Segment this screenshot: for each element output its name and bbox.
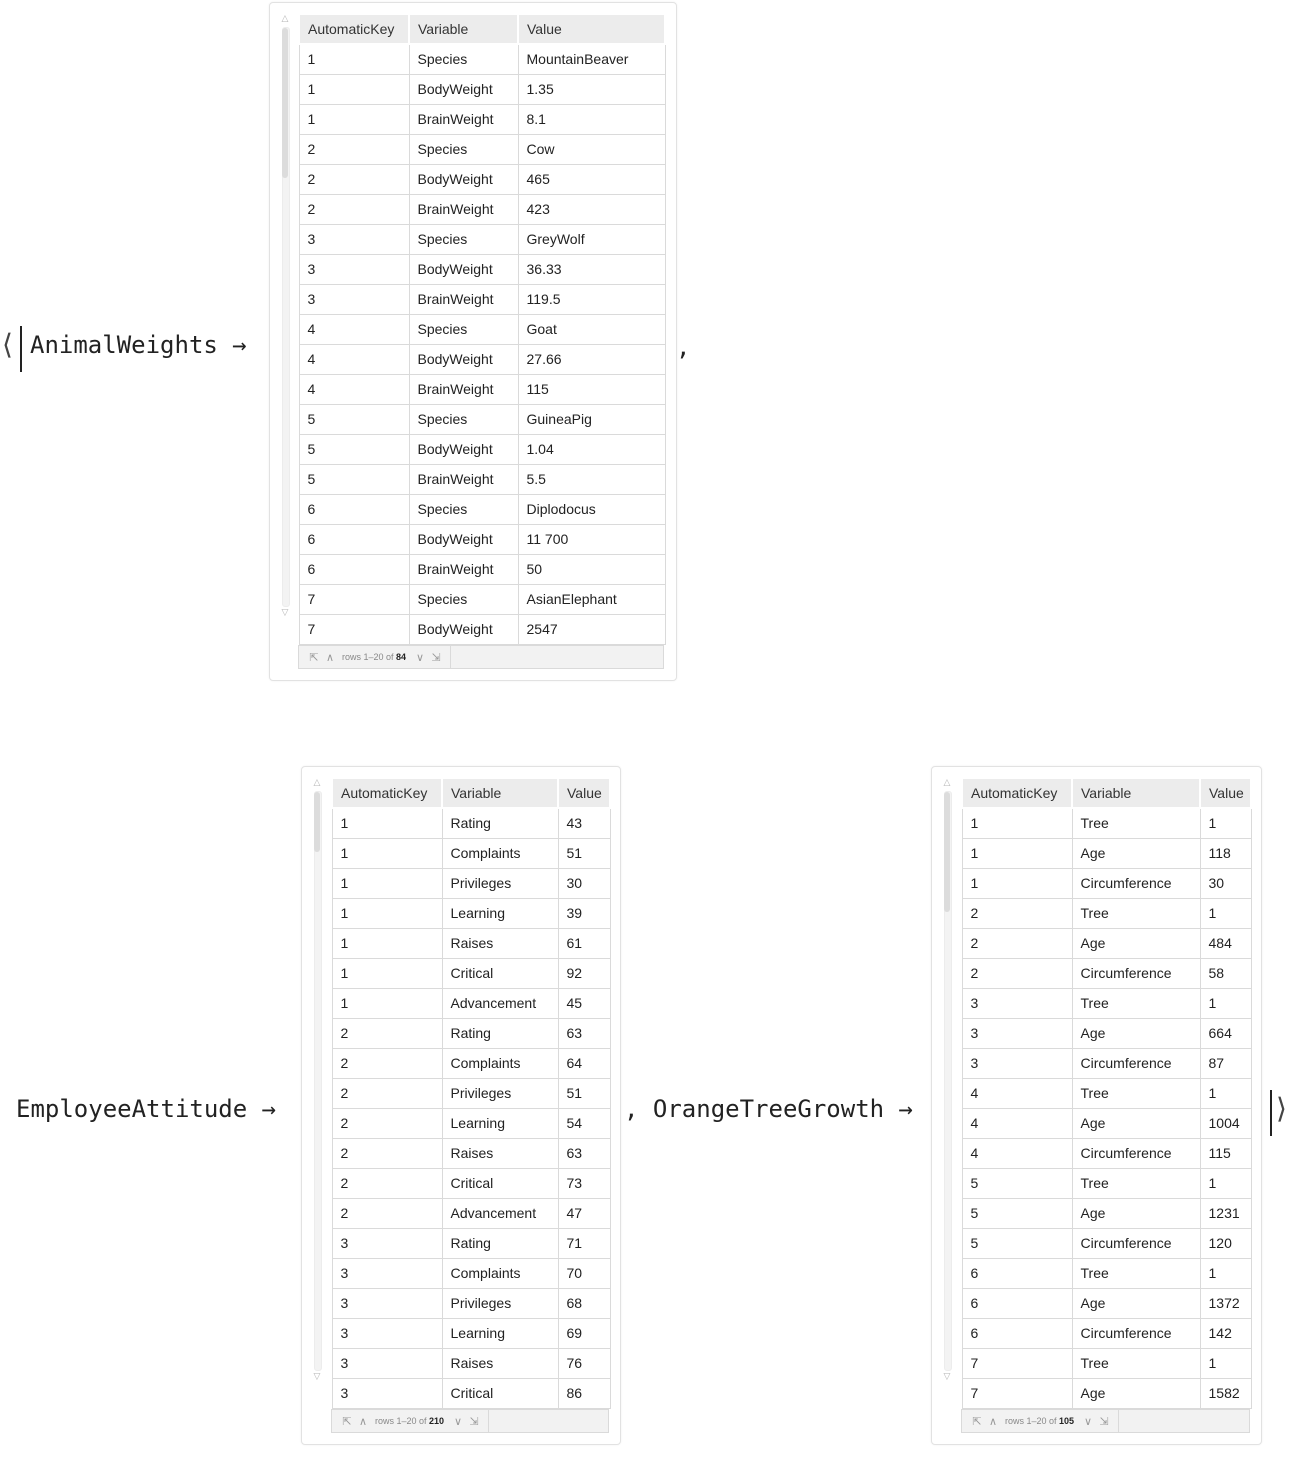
table-cell: 3 bbox=[962, 1048, 1072, 1078]
table-cell: 5.5 bbox=[518, 464, 665, 494]
table-cell: Tree bbox=[1072, 898, 1200, 928]
scroll-up-icon[interactable]: △ bbox=[313, 777, 321, 787]
table-cell: Critical bbox=[442, 958, 558, 988]
column-header[interactable]: Value bbox=[518, 14, 665, 44]
rule-arrow: → bbox=[898, 1095, 913, 1123]
table-row bbox=[299, 74, 665, 104]
table-cell: 1 bbox=[1200, 1078, 1251, 1108]
table-cell: 6 bbox=[962, 1258, 1072, 1288]
table-cell: 115 bbox=[1200, 1138, 1251, 1168]
table-cell: Tree bbox=[1072, 1348, 1200, 1378]
first-page-icon[interactable]: ⇱ bbox=[972, 1415, 982, 1428]
table-cell: 484 bbox=[1200, 928, 1251, 958]
table-cell: BodyWeight bbox=[409, 74, 518, 104]
table-cell: 3 bbox=[332, 1348, 442, 1378]
first-page-icon[interactable]: ⇱ bbox=[342, 1415, 352, 1428]
table-cell: 7 bbox=[299, 584, 409, 614]
table-row bbox=[299, 374, 665, 404]
table-cell: 1 bbox=[299, 104, 409, 134]
column-header[interactable]: Value bbox=[558, 778, 610, 808]
column-header[interactable]: Variable bbox=[1072, 778, 1200, 808]
column-header[interactable]: Variable bbox=[409, 14, 518, 44]
table-cell: Age bbox=[1072, 838, 1200, 868]
table-row bbox=[332, 1168, 610, 1198]
table-cell: Complaints bbox=[442, 1258, 558, 1288]
scroll-up-icon[interactable]: △ bbox=[943, 777, 951, 787]
dataset-panel-animal-weights bbox=[269, 2, 677, 681]
table-cell: MountainBeaver bbox=[518, 44, 665, 74]
table-cell: Species bbox=[409, 134, 518, 164]
table-row bbox=[332, 1318, 610, 1348]
table-cell: Tree bbox=[1072, 808, 1200, 838]
dataset-panel-employee-attitude bbox=[301, 766, 621, 1445]
table-cell: 5 bbox=[299, 434, 409, 464]
table-cell: Age bbox=[1072, 1108, 1200, 1138]
table-cell: Circumference bbox=[1072, 1138, 1200, 1168]
table-cell: 119.5 bbox=[518, 284, 665, 314]
table-row bbox=[962, 868, 1251, 898]
column-header[interactable]: Value bbox=[1200, 778, 1251, 808]
rule-arrow: → bbox=[232, 331, 247, 359]
table-row bbox=[332, 1108, 610, 1138]
table-row bbox=[299, 464, 665, 494]
table-row bbox=[962, 1078, 1251, 1108]
table-cell: 5 bbox=[962, 1198, 1072, 1228]
table-cell: 1004 bbox=[1200, 1108, 1251, 1138]
scroll-up-icon[interactable]: △ bbox=[281, 13, 289, 23]
table-cell: 1 bbox=[332, 808, 442, 838]
table-cell: 3 bbox=[332, 1318, 442, 1348]
table-cell: Tree bbox=[1072, 988, 1200, 1018]
table-cell: Learning bbox=[442, 898, 558, 928]
next-page-icon[interactable]: ∨ bbox=[1084, 1415, 1093, 1428]
table-row bbox=[299, 344, 665, 374]
table-cell: 2 bbox=[332, 1108, 442, 1138]
table-cell: Circumference bbox=[1072, 958, 1200, 988]
previous-page-icon[interactable]: ∧ bbox=[358, 1415, 368, 1428]
table-cell: 1 bbox=[332, 958, 442, 988]
table-cell: 30 bbox=[558, 868, 610, 898]
table-cell: Diplodocus bbox=[518, 494, 665, 524]
table-cell: 1582 bbox=[1200, 1378, 1251, 1408]
table-row bbox=[299, 584, 665, 614]
table-cell: 54 bbox=[558, 1108, 610, 1138]
next-page-icon[interactable]: ∨ bbox=[454, 1415, 463, 1428]
table-row bbox=[299, 524, 665, 554]
table-cell: 1 bbox=[1200, 1348, 1251, 1378]
table-row bbox=[962, 1318, 1251, 1348]
table-cell: 2 bbox=[332, 1078, 442, 1108]
table-cell: 51 bbox=[558, 1078, 610, 1108]
table-cell: Complaints bbox=[442, 1048, 558, 1078]
table-cell: 61 bbox=[558, 928, 610, 958]
table-cell: 1 bbox=[1200, 1258, 1251, 1288]
table-cell: 30 bbox=[1200, 868, 1251, 898]
table-cell: Age bbox=[1072, 1018, 1200, 1048]
table-cell: 2 bbox=[332, 1138, 442, 1168]
table-cell: 1231 bbox=[1200, 1198, 1251, 1228]
table-cell: 3 bbox=[962, 1018, 1072, 1048]
table-header-row bbox=[299, 14, 665, 44]
table-cell: Rating bbox=[442, 808, 558, 838]
table-cell: 2547 bbox=[518, 614, 665, 644]
table-cell: 2 bbox=[299, 164, 409, 194]
table-cell: 2 bbox=[299, 194, 409, 224]
table-cell: 3 bbox=[332, 1228, 442, 1258]
table-cell: 1 bbox=[332, 928, 442, 958]
scroll-thumb[interactable] bbox=[314, 792, 320, 852]
table-cell: 664 bbox=[1200, 1018, 1251, 1048]
table-cell: AsianElephant bbox=[518, 584, 665, 614]
table-cell: 2 bbox=[332, 1198, 442, 1228]
table-cell: 1 bbox=[962, 838, 1072, 868]
table-cell: Age bbox=[1072, 1288, 1200, 1318]
table-cell: 1 bbox=[299, 74, 409, 104]
table-cell: 3 bbox=[962, 988, 1072, 1018]
table-cell: 45 bbox=[558, 988, 610, 1018]
table-cell: 115 bbox=[518, 374, 665, 404]
table-cell: 5 bbox=[299, 464, 409, 494]
scroll-thumb[interactable] bbox=[944, 792, 950, 912]
table-cell: 86 bbox=[558, 1378, 610, 1408]
association-open-bracket: ⟨ bbox=[2, 328, 13, 361]
table-cell: 1 bbox=[1200, 898, 1251, 928]
scroll-thumb[interactable] bbox=[282, 28, 288, 178]
table-pager bbox=[961, 1409, 1250, 1433]
table-cell: 2 bbox=[332, 1048, 442, 1078]
table-cell: BodyWeight bbox=[409, 524, 518, 554]
table-row bbox=[962, 1348, 1251, 1378]
table-cell: 2 bbox=[332, 1168, 442, 1198]
table-cell: Privileges bbox=[442, 1078, 558, 1108]
table-cell: 3 bbox=[332, 1258, 442, 1288]
scroll-down-icon[interactable]: ▽ bbox=[313, 1371, 321, 1381]
table-cell: 1 bbox=[962, 868, 1072, 898]
table-row bbox=[962, 1378, 1251, 1408]
table-cell: Circumference bbox=[1072, 868, 1200, 898]
table-cell: Advancement bbox=[442, 1198, 558, 1228]
table-cell: 87 bbox=[1200, 1048, 1251, 1078]
table-row bbox=[299, 284, 665, 314]
table-cell: 2 bbox=[332, 1018, 442, 1048]
table-row bbox=[332, 1228, 610, 1258]
last-page-icon[interactable]: ⇲ bbox=[431, 651, 441, 664]
table-cell: Circumference bbox=[1072, 1228, 1200, 1258]
table-cell: Rating bbox=[442, 1228, 558, 1258]
table-cell: 70 bbox=[558, 1258, 610, 1288]
table-row bbox=[332, 1018, 610, 1048]
table-row bbox=[332, 1138, 610, 1168]
data-table bbox=[961, 777, 1252, 1409]
previous-page-icon[interactable]: ∧ bbox=[325, 651, 335, 664]
table-cell: BrainWeight bbox=[409, 284, 518, 314]
table-cell: 3 bbox=[299, 284, 409, 314]
table-cell: 51 bbox=[558, 838, 610, 868]
dataset-panel-orange-tree-growth bbox=[931, 766, 1262, 1445]
table-cell: 6 bbox=[962, 1288, 1072, 1318]
table-row bbox=[299, 164, 665, 194]
key-animal-weights: AnimalWeights → bbox=[30, 331, 247, 359]
table-cell: 64 bbox=[558, 1048, 610, 1078]
table-cell: 7 bbox=[962, 1348, 1072, 1378]
table-cell: Species bbox=[409, 314, 518, 344]
rule-arrow: → bbox=[261, 1095, 277, 1123]
table-cell: 92 bbox=[558, 958, 610, 988]
table-cell: Tree bbox=[1072, 1078, 1200, 1108]
table-cell: 3 bbox=[332, 1378, 442, 1408]
table-cell: 3 bbox=[332, 1288, 442, 1318]
table-cell: 6 bbox=[299, 554, 409, 584]
table-row bbox=[962, 1198, 1251, 1228]
table-cell: Raises bbox=[442, 928, 558, 958]
table-row bbox=[332, 1258, 610, 1288]
table-cell: 1 bbox=[299, 44, 409, 74]
table-cell: GreyWolf bbox=[518, 224, 665, 254]
pager-info: rows 1–20 of 84 bbox=[342, 652, 407, 662]
table-cell: 39 bbox=[558, 898, 610, 928]
table-row bbox=[299, 404, 665, 434]
table-row bbox=[332, 1348, 610, 1378]
table-cell: 4 bbox=[299, 374, 409, 404]
table-cell: BodyWeight bbox=[409, 164, 518, 194]
table-cell: 1 bbox=[962, 808, 1072, 838]
table-pager bbox=[298, 645, 664, 669]
table-cell: 76 bbox=[558, 1348, 610, 1378]
table-row bbox=[332, 1378, 610, 1408]
column-header[interactable]: AutomaticKey bbox=[299, 14, 409, 44]
pager-info: rows 1–20 of 210 bbox=[375, 1416, 445, 1426]
table-cell: GuineaPig bbox=[518, 404, 665, 434]
key-orange-tree-growth: , OrangeTreeGrowth → bbox=[624, 1095, 913, 1123]
table-cell: Privileges bbox=[442, 1288, 558, 1318]
table-cell: BrainWeight bbox=[409, 194, 518, 224]
table-row bbox=[299, 44, 665, 74]
table-cell: Circumference bbox=[1072, 1048, 1200, 1078]
table-cell: 1 bbox=[332, 898, 442, 928]
table-row bbox=[299, 254, 665, 284]
table-row bbox=[962, 1168, 1251, 1198]
table-cell: 1 bbox=[332, 868, 442, 898]
table-cell: 43 bbox=[558, 808, 610, 838]
first-page-icon[interactable]: ⇱ bbox=[309, 651, 319, 664]
table-cell: 2 bbox=[962, 928, 1072, 958]
table-cell: Tree bbox=[1072, 1168, 1200, 1198]
table-cell: Learning bbox=[442, 1318, 558, 1348]
table-cell: 68 bbox=[558, 1288, 610, 1318]
table-row bbox=[962, 808, 1251, 838]
column-header[interactable]: Variable bbox=[442, 778, 558, 808]
key-employee-attitude: EmployeeAttitude → bbox=[16, 1095, 277, 1123]
table-header-row bbox=[332, 778, 610, 808]
table-cell: 11 700 bbox=[518, 524, 665, 554]
table-row bbox=[332, 928, 610, 958]
table-row bbox=[962, 988, 1251, 1018]
table-cell: 7 bbox=[962, 1378, 1072, 1408]
table-row bbox=[299, 434, 665, 464]
table-cell: BrainWeight bbox=[409, 374, 518, 404]
table-row bbox=[962, 928, 1251, 958]
table-cell: 73 bbox=[558, 1168, 610, 1198]
table-cell: 8.1 bbox=[518, 104, 665, 134]
table-row bbox=[962, 1258, 1251, 1288]
table-row bbox=[332, 868, 610, 898]
table-cell: Critical bbox=[442, 1378, 558, 1408]
table-cell: 1 bbox=[1200, 808, 1251, 838]
table-cell: 58 bbox=[1200, 958, 1251, 988]
previous-page-icon[interactable]: ∧ bbox=[988, 1415, 998, 1428]
table-row bbox=[962, 1138, 1251, 1168]
table-cell: Species bbox=[409, 584, 518, 614]
table-cell: Cow bbox=[518, 134, 665, 164]
table-cell: 2 bbox=[299, 134, 409, 164]
table-cell: 120 bbox=[1200, 1228, 1251, 1258]
data-table bbox=[331, 777, 611, 1409]
table-row bbox=[299, 494, 665, 524]
table-cell: Species bbox=[409, 404, 518, 434]
table-cell: 1 bbox=[1200, 988, 1251, 1018]
table-cell: Rating bbox=[442, 1018, 558, 1048]
table-row bbox=[299, 104, 665, 134]
table-cell: 63 bbox=[558, 1138, 610, 1168]
table-row bbox=[332, 1198, 610, 1228]
table-cell: Learning bbox=[442, 1108, 558, 1138]
table-cell: 5 bbox=[962, 1228, 1072, 1258]
table-cell: 142 bbox=[1200, 1318, 1251, 1348]
table-cell: 1372 bbox=[1200, 1288, 1251, 1318]
table-row bbox=[332, 1078, 610, 1108]
table-cell: BodyWeight bbox=[409, 254, 518, 284]
table-row bbox=[332, 1048, 610, 1078]
table-pager bbox=[331, 1409, 609, 1433]
table-cell: BrainWeight bbox=[409, 464, 518, 494]
table-cell: Tree bbox=[1072, 1258, 1200, 1288]
table-cell: 47 bbox=[558, 1198, 610, 1228]
scroll-down-icon[interactable]: ▽ bbox=[943, 1371, 951, 1381]
column-header[interactable]: AutomaticKey bbox=[962, 778, 1072, 808]
table-cell: 1.04 bbox=[518, 434, 665, 464]
table-row bbox=[332, 958, 610, 988]
table-cell: 63 bbox=[558, 1018, 610, 1048]
table-row bbox=[962, 1288, 1251, 1318]
table-row bbox=[962, 898, 1251, 928]
table-cell: 6 bbox=[962, 1318, 1072, 1348]
table-row bbox=[299, 194, 665, 224]
last-page-icon[interactable]: ⇲ bbox=[469, 1415, 479, 1428]
table-cell: Advancement bbox=[442, 988, 558, 1018]
table-cell: 423 bbox=[518, 194, 665, 224]
table-cell: BrainWeight bbox=[409, 104, 518, 134]
table-cell: 36.33 bbox=[518, 254, 665, 284]
table-cell: 118 bbox=[1200, 838, 1251, 868]
table-cell: 27.66 bbox=[518, 344, 665, 374]
table-cell: BodyWeight bbox=[409, 344, 518, 374]
table-row bbox=[299, 614, 665, 644]
table-cell: BrainWeight bbox=[409, 554, 518, 584]
separator-comma: , bbox=[676, 333, 691, 361]
table-cell: Species bbox=[409, 494, 518, 524]
table-row bbox=[962, 1228, 1251, 1258]
table-cell: Age bbox=[1072, 1198, 1200, 1228]
table-cell: 5 bbox=[299, 404, 409, 434]
table-row bbox=[962, 838, 1251, 868]
table-cell: BodyWeight bbox=[409, 614, 518, 644]
table-cell: 4 bbox=[962, 1078, 1072, 1108]
table-row bbox=[332, 988, 610, 1018]
table-cell: BodyWeight bbox=[409, 434, 518, 464]
data-table bbox=[298, 13, 666, 645]
table-row bbox=[299, 134, 665, 164]
table-cell: 1 bbox=[332, 838, 442, 868]
pager-info: rows 1–20 of 105 bbox=[1005, 1416, 1075, 1426]
table-cell: 6 bbox=[299, 494, 409, 524]
table-cell: Privileges bbox=[442, 868, 558, 898]
association-cursor-bar bbox=[20, 326, 22, 372]
table-cell: 50 bbox=[518, 554, 665, 584]
table-cell: 2 bbox=[962, 898, 1072, 928]
table-row bbox=[332, 838, 610, 868]
association-end-bar bbox=[1270, 1090, 1272, 1136]
table-cell: 2 bbox=[962, 958, 1072, 988]
table-cell: Raises bbox=[442, 1138, 558, 1168]
table-cell: 6 bbox=[299, 524, 409, 554]
last-page-icon[interactable]: ⇲ bbox=[1099, 1415, 1109, 1428]
table-cell: Critical bbox=[442, 1168, 558, 1198]
table-cell: 69 bbox=[558, 1318, 610, 1348]
table-cell: Goat bbox=[518, 314, 665, 344]
table-cell: 4 bbox=[962, 1138, 1072, 1168]
table-cell: Age bbox=[1072, 1378, 1200, 1408]
table-row bbox=[332, 1288, 610, 1318]
table-cell: Species bbox=[409, 44, 518, 74]
next-page-icon[interactable]: ∨ bbox=[416, 651, 425, 664]
table-row bbox=[299, 314, 665, 344]
table-row bbox=[332, 808, 610, 838]
scroll-down-icon[interactable]: ▽ bbox=[281, 607, 289, 617]
table-cell: 3 bbox=[299, 254, 409, 284]
table-cell: 4 bbox=[299, 314, 409, 344]
table-row bbox=[332, 898, 610, 928]
table-cell: Circumference bbox=[1072, 1318, 1200, 1348]
table-cell: Species bbox=[409, 224, 518, 254]
table-cell: Raises bbox=[442, 1348, 558, 1378]
table-cell: 1.35 bbox=[518, 74, 665, 104]
table-cell: Age bbox=[1072, 928, 1200, 958]
table-cell: 3 bbox=[299, 224, 409, 254]
table-row bbox=[962, 1108, 1251, 1138]
table-cell: 5 bbox=[962, 1168, 1072, 1198]
table-header-row bbox=[962, 778, 1251, 808]
column-header[interactable]: AutomaticKey bbox=[332, 778, 442, 808]
table-row bbox=[299, 554, 665, 584]
table-row bbox=[962, 958, 1251, 988]
association-close-bracket: ⟩ bbox=[1276, 1092, 1287, 1125]
table-cell: 7 bbox=[299, 614, 409, 644]
table-cell: 4 bbox=[299, 344, 409, 374]
table-cell: 71 bbox=[558, 1228, 610, 1258]
table-cell: 465 bbox=[518, 164, 665, 194]
table-cell: 4 bbox=[962, 1108, 1072, 1138]
table-cell: 1 bbox=[1200, 1168, 1251, 1198]
table-row bbox=[962, 1018, 1251, 1048]
table-cell: Complaints bbox=[442, 838, 558, 868]
table-row bbox=[962, 1048, 1251, 1078]
separator-comma: , bbox=[624, 1095, 639, 1123]
table-row bbox=[299, 224, 665, 254]
table-cell: 1 bbox=[332, 988, 442, 1018]
